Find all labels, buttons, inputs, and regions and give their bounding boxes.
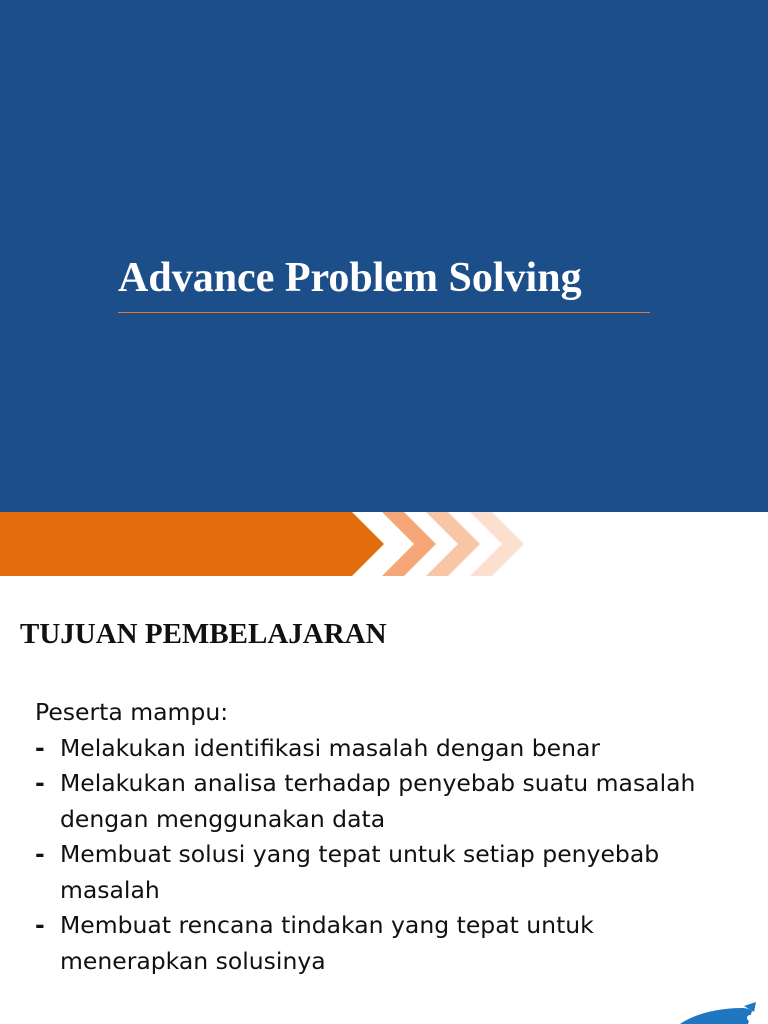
bullet-dash: -: [35, 733, 45, 762]
chevron-arrow-banner-icon: [0, 512, 768, 576]
objective-list: [35, 731, 735, 980]
objective-text: Membuat rencana tindakan yang tepat untuk menerapkan solusinya: [60, 911, 594, 975]
intro-line: Peserta mampu:: [35, 698, 229, 726]
objective-text: Melakukan identifikasi masalah dengan benar: [60, 733, 601, 762]
title-underline: [118, 312, 650, 313]
section-heading: TUJUAN PEMBELAJARAN: [20, 618, 387, 650]
bullet-dash: -: [35, 769, 45, 797]
chevron-1: [382, 512, 436, 576]
objectives-block: [35, 695, 735, 979]
orange-arrow-bar: [0, 512, 384, 576]
list-item: [35, 731, 735, 767]
list-item: [35, 766, 735, 837]
partial-logo-icon: [672, 1000, 768, 1024]
objective-text: Melakukan analisa terhadap penyebab suatu masalah dengan menggunakan data: [60, 769, 696, 833]
bullet-dash: -: [35, 840, 45, 868]
list-item: [35, 837, 735, 908]
bullet-dash: -: [35, 911, 45, 939]
slide-title: Advance Problem Solving: [118, 255, 582, 301]
objective-text: Membuat solusi yang tepat untuk setiap penyebab masalah: [60, 840, 660, 904]
list-item: [35, 908, 735, 979]
